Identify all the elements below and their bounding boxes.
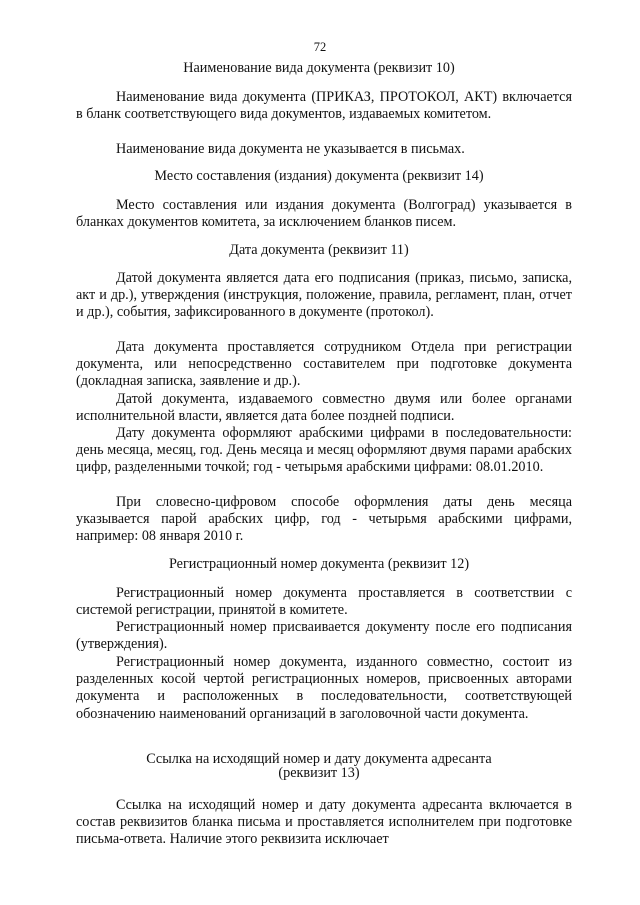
- paragraph-document-date-1: Датой документа является дата его подписания (приказ, письмо, записка, акт и др.), утверждения (инструкция, положение, правила, регламент, план, отчет и др.), события, зафиксированного в документе (протокол).: [76, 270, 572, 321]
- paragraph-document-date-3: Датой документа, издаваемого совместно двумя или более органами исполнительной власти, является дата более поздней подписи.: [76, 391, 572, 425]
- paragraph-registration-number-2: Регистрационный номер присваивается документу после его подписания (утверждения).: [76, 619, 572, 653]
- page-number: 72: [313, 40, 327, 54]
- heading-outgoing-reference: [66, 751, 572, 782]
- heading-place-of-issue: Место составления (издания) документа (реквизит 14): [154, 168, 484, 184]
- paragraph-registration-number-3: Регистрационный номер документа, изданного совместно, состоит из разделенных косой чертой регистрационных номеров, присвоенных авторами документа и расположенных в последовательности, соответствующей обозначению наименований организаций в заголовочной части документа.: [76, 654, 572, 722]
- paragraph-document-type-1: Наименование вида документа (ПРИКАЗ, ПРОТОКОЛ, АКТ) включается в бланк соответствующего вида документов, издаваемых комитетом.: [76, 89, 572, 123]
- heading-registration-number: Регистрационный номер документа (реквизит 12): [168, 556, 470, 572]
- paragraph-document-date-5: При словесно-цифровом способе оформления даты день месяца указывается парой арабских цифр, год - четырьмя арабскими цифрами, например: 08 января 2010 г.: [76, 494, 572, 545]
- paragraph-document-date-2: Дата документа проставляется сотрудником Отдела при регистрации документа, или непосредственно составителем при подготовке документа (докладная записка, заявление и др.).: [76, 339, 572, 390]
- paragraph-place-of-issue-1: Место составления или издания документа (Волгоград) указывается в бланках документов комитета, за исключением бланков писем.: [76, 197, 572, 231]
- heading-outgoing-reference-line-1: Ссылка на исходящий номер и дату документа адресанта: [146, 751, 492, 767]
- paragraph-document-type-2: Наименование вида документа не указывается в письмах.: [116, 141, 465, 157]
- paragraph-outgoing-reference-1: Ссылка на исходящий номер и дату документа адресанта включается в состав реквизитов бланка письма и проставляется исполнителем при подготовке письма-ответа. Наличие этого реквизита исключает: [76, 797, 572, 848]
- heading-outgoing-reference-line-2: (реквизит 13): [278, 765, 360, 782]
- heading-document-date: Дата документа (реквизит 11): [229, 242, 409, 258]
- paragraph-registration-number-1: Регистрационный номер документа проставляется в соответствии с системой регистрации, принятой в комитете.: [76, 585, 572, 619]
- paragraph-document-date-4: Дату документа оформляют арабскими цифрами в последовательности: день месяца, месяц, год. День месяца и месяц оформляют двумя парами арабских цифр, разделенными точкой; год - четырьмя арабскими цифрами: 08.01.2010.: [76, 425, 572, 476]
- heading-document-type: Наименование вида документа (реквизит 10): [183, 60, 455, 76]
